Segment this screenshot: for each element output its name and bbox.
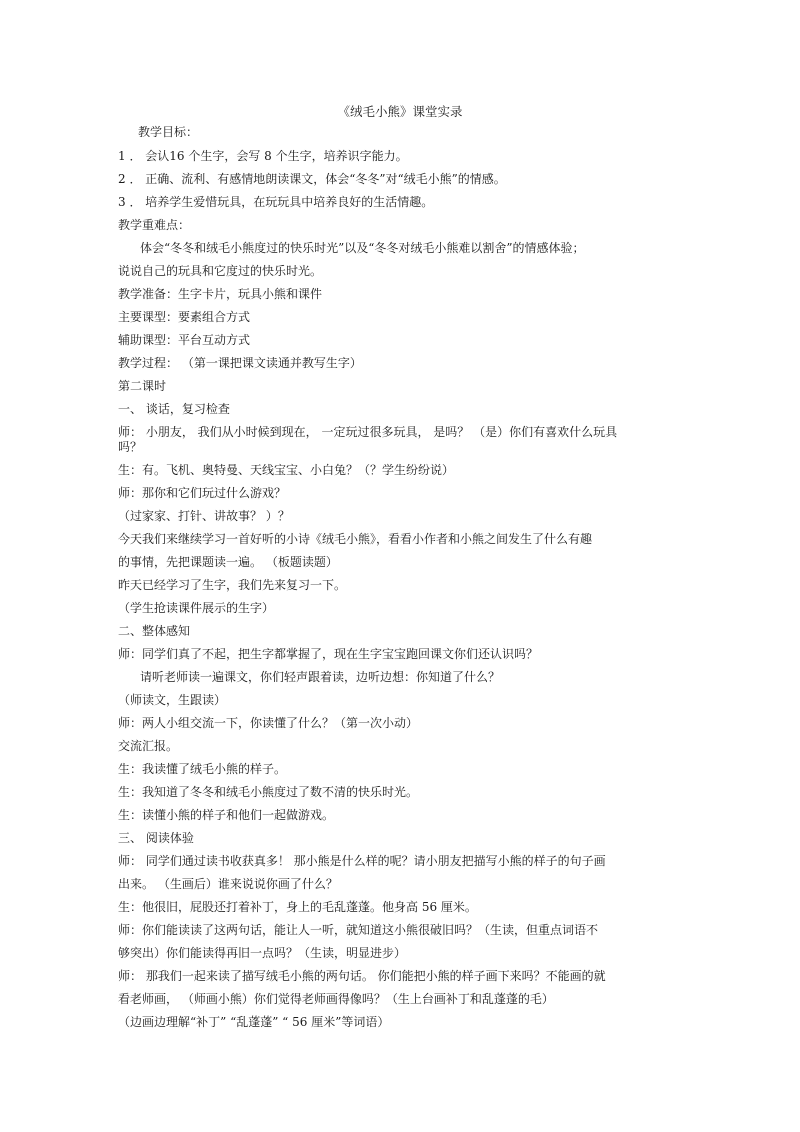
dialogue-line: 生：我读懂了绒毛小熊的样子。 [118, 762, 287, 776]
dialogue-line: 昨天已经学习了生字，我们先来复习一下。 [118, 578, 347, 592]
section-three-heading: 三、 阅读体验 [118, 831, 194, 845]
document-title: 《绒毛小熊》课堂实录 [337, 104, 463, 119]
section-heading-objectives: 教学目标： [138, 125, 199, 139]
dialogue-line: 今天我们来继续学习一首好听的小诗《绒毛小熊》，看看小作者和小熊之间发生了什么有趣 [118, 532, 593, 546]
objective-line-1: 1 ． 会认16 个生字，会写 8 个生字，培养识字能力。 [118, 149, 408, 163]
objective-line-2: 2 ． 正确、流利、有感情地朗读课文，体会“冬冬”对“绒毛小熊”的情感。 [118, 172, 506, 186]
dialogue-line: （边画边理解“补丁” “乱蓬蓬” “ 56 厘米”等词语） [118, 1015, 390, 1029]
dialogue-line: 生：我知道了冬冬和绒毛小熊度过了数不清的快乐时光。 [118, 785, 419, 799]
dialogue-line: 的事情，先把课题读一遍。 （板题读题） [118, 555, 338, 569]
teaching-process-line: 教学过程： （第一课把课文读通并教写生字） [118, 356, 362, 370]
section-heading-key-points: 教学重难点： [118, 218, 191, 232]
dialogue-line: （过家家、打针、讲故事？ ）？ [118, 509, 290, 523]
dialogue-line: 生：有。飞机、奥特曼、天线宝宝、小白兔？（？学生纷纷说） [118, 463, 455, 477]
dialogue-line: 师：同学们真了不起，把生字都掌握了，现在生字宝宝跑回课文你们还认识吗？ [118, 647, 539, 661]
aux-lesson-type-line: 辅助课型：平台互动方式 [118, 333, 251, 347]
dialogue-line: 师： 那我们一起来读了描写绒毛小熊的两句话。 你们能把小熊的样子画下来吗？不能画的就 [118, 969, 606, 983]
dialogue-line: 师： 小朋友， 我们从小时候到现在， 一定玩过很多玩具， 是吗？ （是）你们有喜欢什么玩具 [118, 425, 618, 439]
dialogue-line: 请听老师读一遍课文，你们轻声跟着读，边听边想：你知道了什么？ [140, 670, 501, 684]
dialogue-line: 交流汇报。 [118, 739, 179, 753]
second-period-heading: 第二课时 [118, 379, 167, 393]
dialogue-line: （学生抢读课件展示的生字） [118, 601, 275, 615]
dialogue-line: 师：你们能读读了这两句话，能让人一听，就知道这小熊很破旧吗？（生读，但重点词语不 [118, 923, 599, 937]
dialogue-line: 出来。 （生画后）谁来说说你画了什么？ [118, 877, 338, 891]
dialogue-line: 生：他很旧，屁股还打着补丁，身上的毛乱蓬蓬。他身高 56 厘米。 [118, 900, 477, 914]
dialogue-line: 师：那你和它们玩过什么游戏？ [118, 486, 287, 500]
dialogue-line: 师：两人小组交流一下，你读懂了什么？（第一次小动） [118, 716, 419, 730]
dialogue-line: 吗？ [118, 440, 143, 454]
dialogue-line: 看老师画， （师画小熊）你们觉得老师画得像吗？（生上台画补丁和乱蓬蓬的毛） [118, 992, 554, 1006]
main-lesson-type-line: 主要课型：要素组合方式 [118, 310, 251, 324]
section-one-heading: 一、 谈话，复习检查 [118, 402, 230, 416]
key-points-line-1: 体会“冬冬和绒毛小熊度过的快乐时光”以及“冬冬对绒毛小熊难以割舍”的情感体验； [140, 241, 585, 255]
dialogue-line: （师读文，生跟读） [118, 693, 227, 707]
objective-line-3: 3 ． 培养学生爱惜玩具，在玩玩具中培养良好的生活情趣。 [118, 195, 434, 209]
key-points-line-2: 说说自己的玩具和它度过的快乐时光。 [118, 264, 323, 278]
section-two-heading: 二、整体感知 [118, 624, 191, 638]
dialogue-line: 生：读懂小熊的样子和他们一起做游戏。 [118, 808, 335, 822]
dialogue-line: 够突出）你们能读得再旧一点吗？（生读，明显进步） [118, 946, 407, 960]
dialogue-line: 师： 同学们通过读书收获真多！ 那小熊是什么样的呢？请小朋友把描写小熊的样子的句子画 [118, 854, 606, 868]
preparation-line: 教学准备：生字卡片，玩具小熊和课件 [118, 287, 323, 301]
